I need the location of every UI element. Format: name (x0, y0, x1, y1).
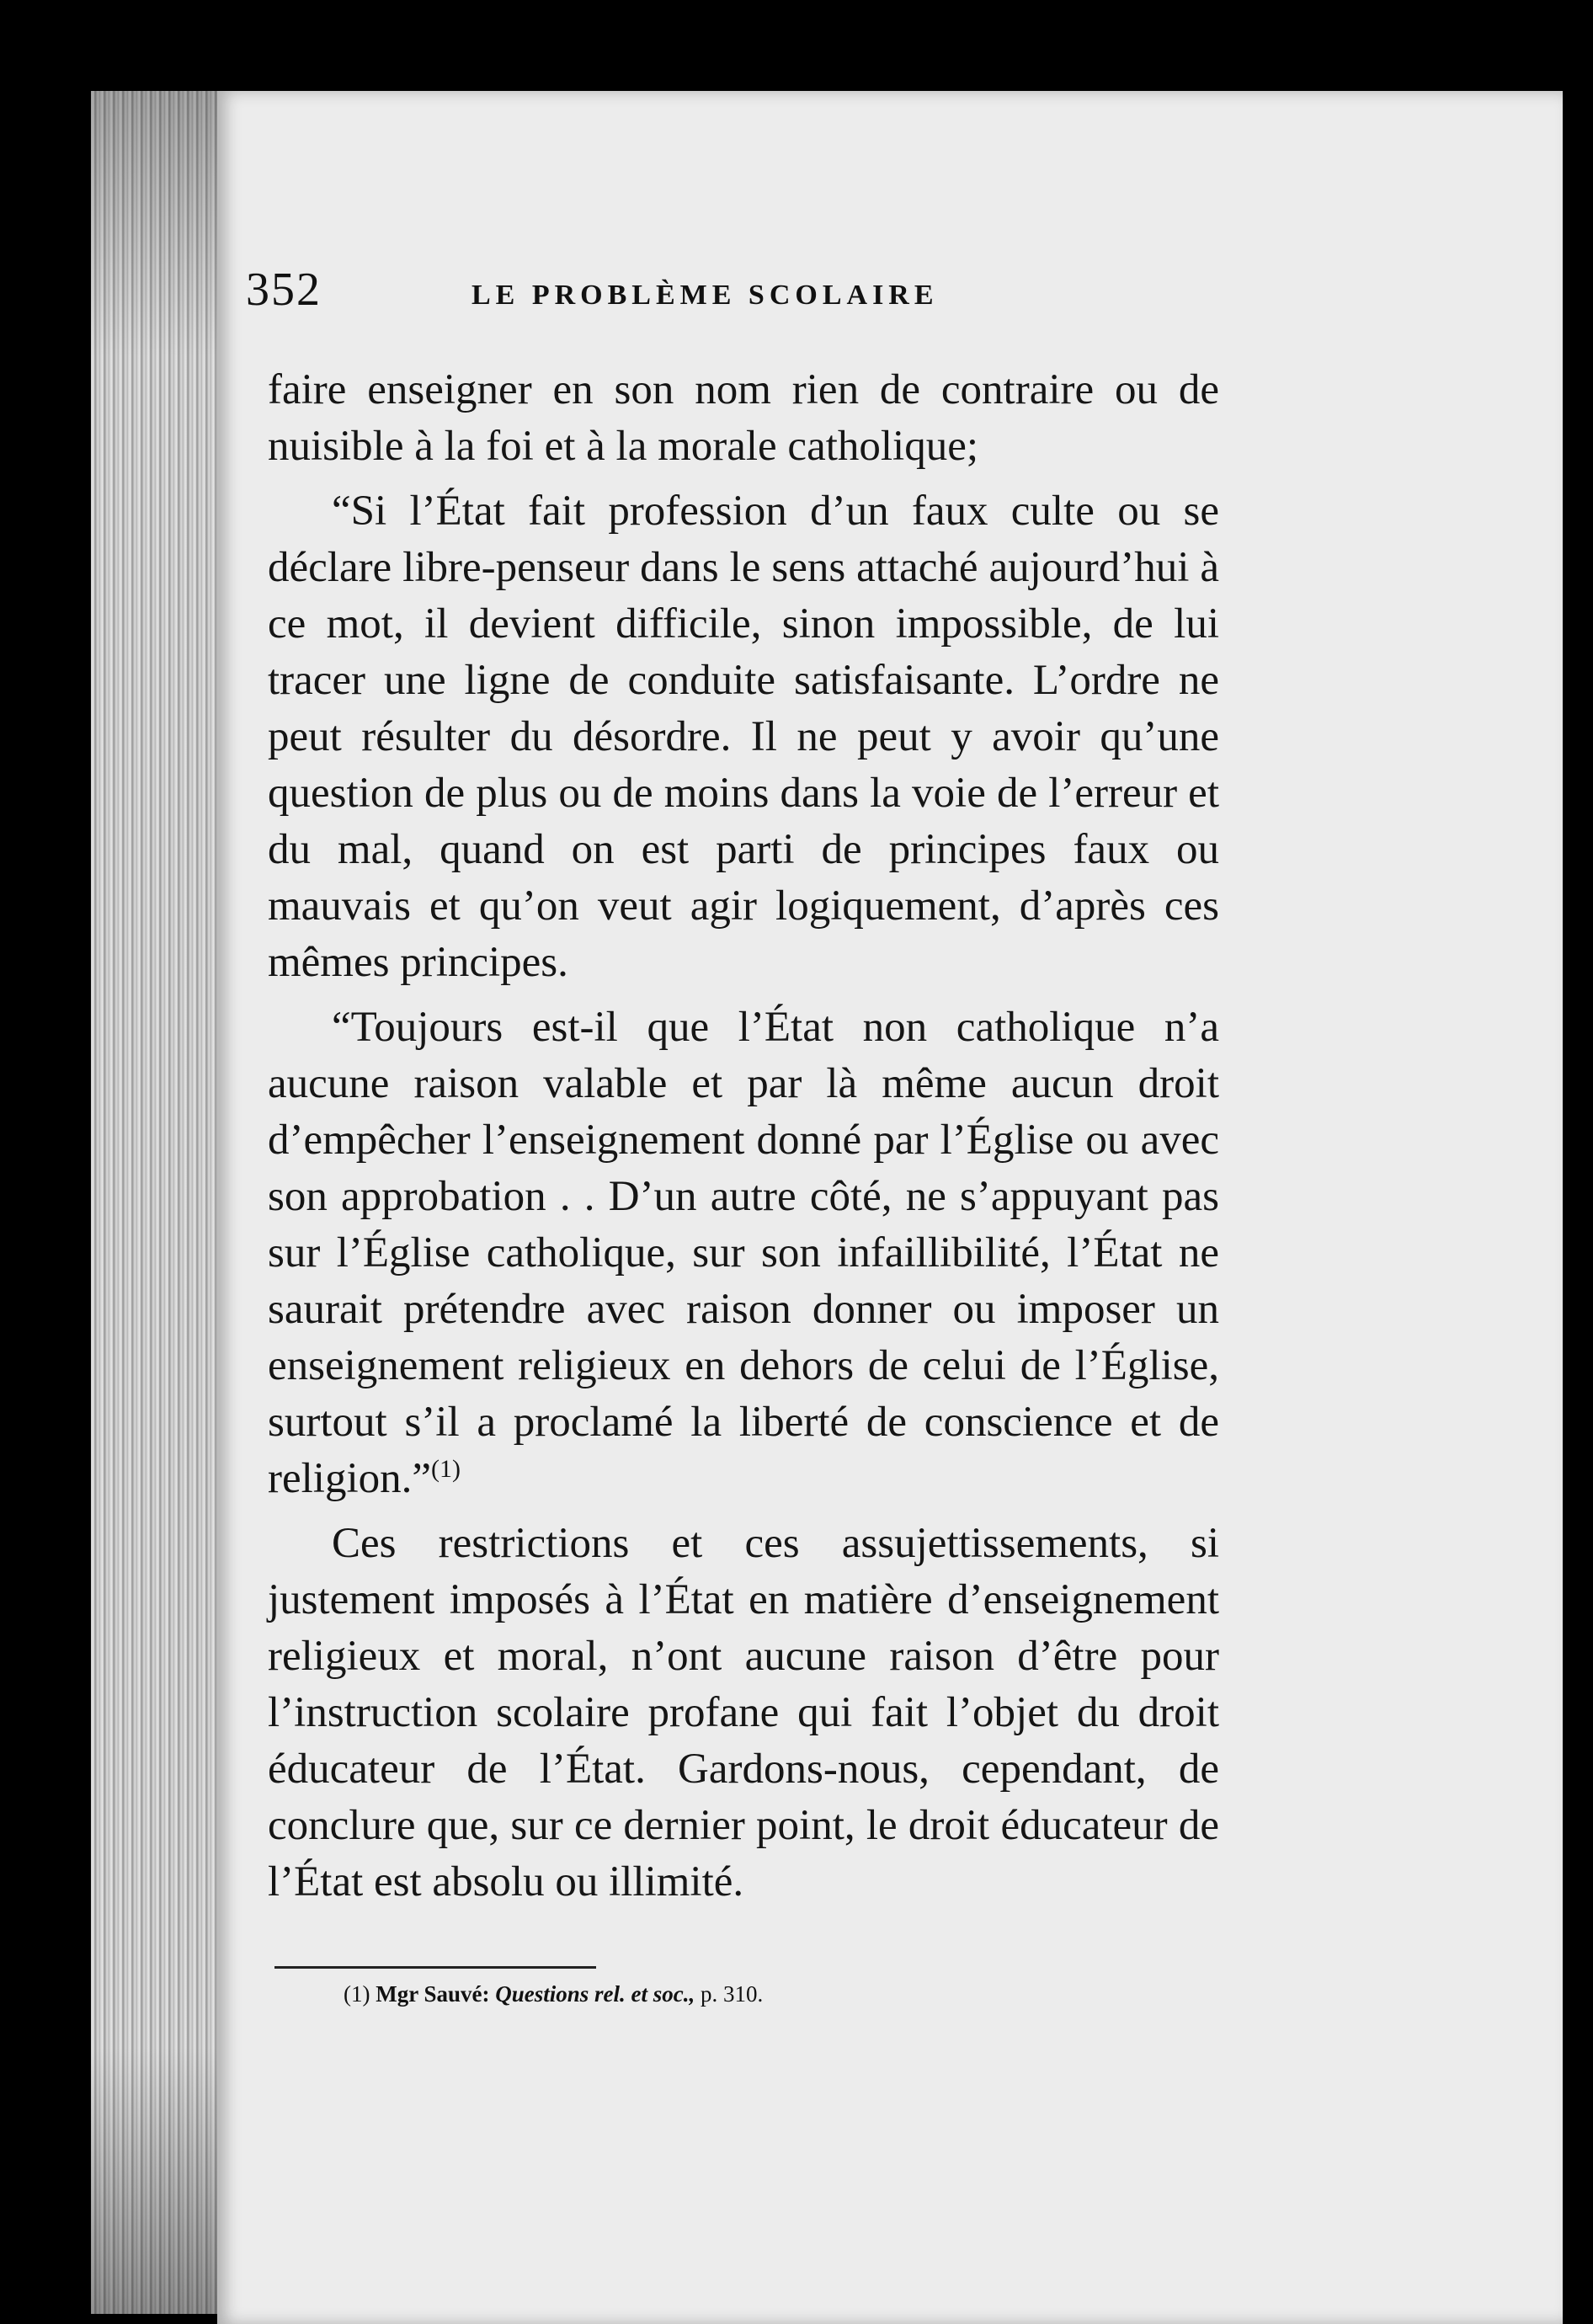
paragraph-3-text: “Toujours est-il que l’État non catholique n’a aucune raison valable et par là même aucun droit d’empêcher l’enseignement donné par l’Église ou avec son approbation . . D’un autre côté, ne s’appuyant pas sur l’Église catholique, sur son infaillibilité, l’État ne saurait prétendre avec raison donner ou imposer un enseignement religieux en dehors de celui de l’Église, surtout s’il a proclamé la liberté de conscience et de religion.” (268, 1004, 1219, 1502)
running-head: LE PROBLÈME SCOLAIRE (472, 280, 939, 311)
page-header (246, 263, 1197, 330)
footnote-page: p. 310. (701, 1981, 764, 2007)
footnote-marker: (1) (344, 1981, 370, 2007)
footnote-source: Questions rel. et soc., (495, 1981, 695, 2007)
book-edge-shadow (91, 91, 226, 2314)
paragraph-4: Ces restrictions et ces assujettissements, si justement imposés à l’État en matière d’enseignement religieux et moral, n’ont aucune raison d’être pour l’instruction scolaire profane qui fait l’objet du droit éducateur de l’État. Gardons-nous, cependant, de conclure que, sur ce dernier point, le droit éducateur de l’État est absolu ou illimité. (268, 1520, 1219, 1906)
page-body (268, 362, 1219, 1919)
footnote-reference: (1) (431, 1455, 461, 1483)
paragraph-3 (268, 999, 1219, 1507)
footnote (344, 1979, 1228, 2009)
footnote-author: Mgr Sauvé: (376, 1981, 490, 2007)
paragraph-1: faire enseigner en son nom rien de contraire ou de nuisible à la foi et à la morale catholique; (268, 366, 1219, 470)
footnote-divider (274, 1966, 596, 1969)
paragraph-2: “Si l’État fait profession d’un faux culte ou se déclare libre-penseur dans le sens attaché aujourd’hui à ce mot, il devient difficile, sinon impossible, de lui tracer une ligne de conduite satisfaisante. L’ordre ne peut résulter du désordre. Il ne peut y avoir qu’une question de plus ou de moins dans la voie de l’erreur et du mal, quand on est parti de principes faux ou mauvais et qu’on veut agir logiquement, d’après ces mêmes principes. (268, 488, 1219, 986)
page-number: 352 (246, 264, 322, 316)
